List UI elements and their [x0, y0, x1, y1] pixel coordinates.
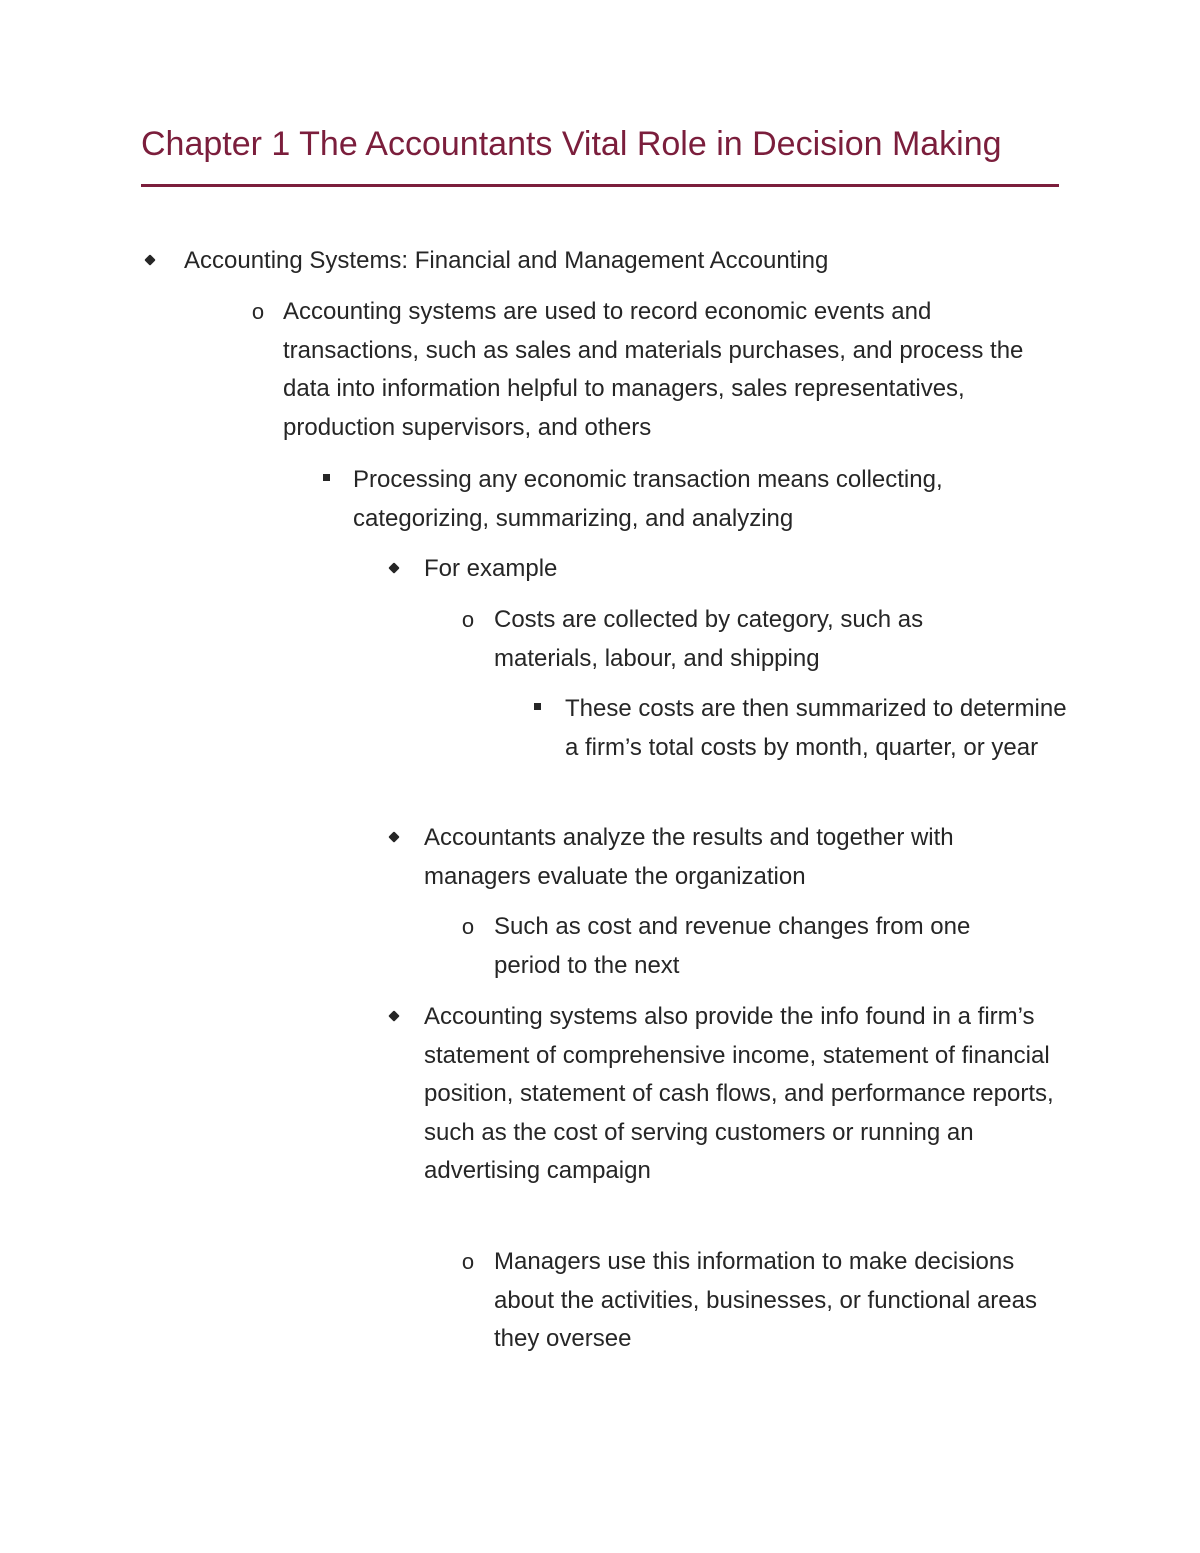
list-item-text: Managers use this information to make decisions about the activities, businesses, or functional areas they oversee	[494, 1248, 1037, 1353]
circle-bullet-icon: o	[461, 1249, 475, 1274]
list-item-text: Accountants analyze the results and together with managers evaluate the organization	[424, 824, 954, 890]
circle-bullet-icon: o	[461, 914, 475, 939]
list-item-text: Accounting systems also provide the info found in a firm’s statement of comprehensive income, statement of financial position, statement of cash flows, and performance reports, such as the cost of serving customers or running an advertising campaign	[424, 1003, 1054, 1185]
list-item-level-5	[458, 601, 1018, 678]
bullet-icon	[384, 998, 404, 1037]
list-item-level-4	[384, 550, 1054, 589]
list-item-text: Costs are collected by category, such as materials, labour, and shipping	[494, 606, 924, 672]
list-item-level-1	[140, 242, 1040, 281]
list-item-text: Processing any economic transaction means collecting, categorizing, summarizing, and analyzing	[353, 466, 943, 532]
list-item-level-5	[458, 1243, 1038, 1359]
list-item-text: Such as cost and revenue changes from one period to the next	[494, 913, 971, 979]
circle-bullet-icon: o	[461, 607, 475, 632]
list-item-level-3	[316, 461, 1056, 538]
list-item-level-4	[384, 819, 1054, 896]
square-bullet-icon	[316, 461, 336, 500]
circle-bullet-icon: o	[251, 299, 265, 324]
list-item-text: These costs are then summarized to determine a firm’s total costs by month, quarter, or year	[565, 695, 1067, 761]
bullet-icon	[384, 550, 404, 589]
page-title: Chapter 1 The Accountants Vital Role in Decision Making	[141, 125, 1002, 163]
list-item-text: For example	[424, 555, 558, 582]
bullet-icon	[140, 242, 160, 281]
list-item-level-4	[384, 998, 1054, 1191]
list-item-level-5	[458, 908, 1038, 985]
title-divider	[141, 184, 1059, 187]
list-item-level-6	[527, 690, 1067, 767]
bullet-icon	[384, 819, 404, 858]
list-item-level-2	[248, 293, 1058, 447]
square-bullet-icon	[527, 690, 547, 729]
list-item-text: Accounting Systems: Financial and Management Accounting	[184, 247, 829, 274]
list-item-text: Accounting systems are used to record economic events and transactions, such as sales and materials purchases, and process the data into information helpful to managers, sales representatives, production supervisors, and others	[283, 298, 1024, 441]
